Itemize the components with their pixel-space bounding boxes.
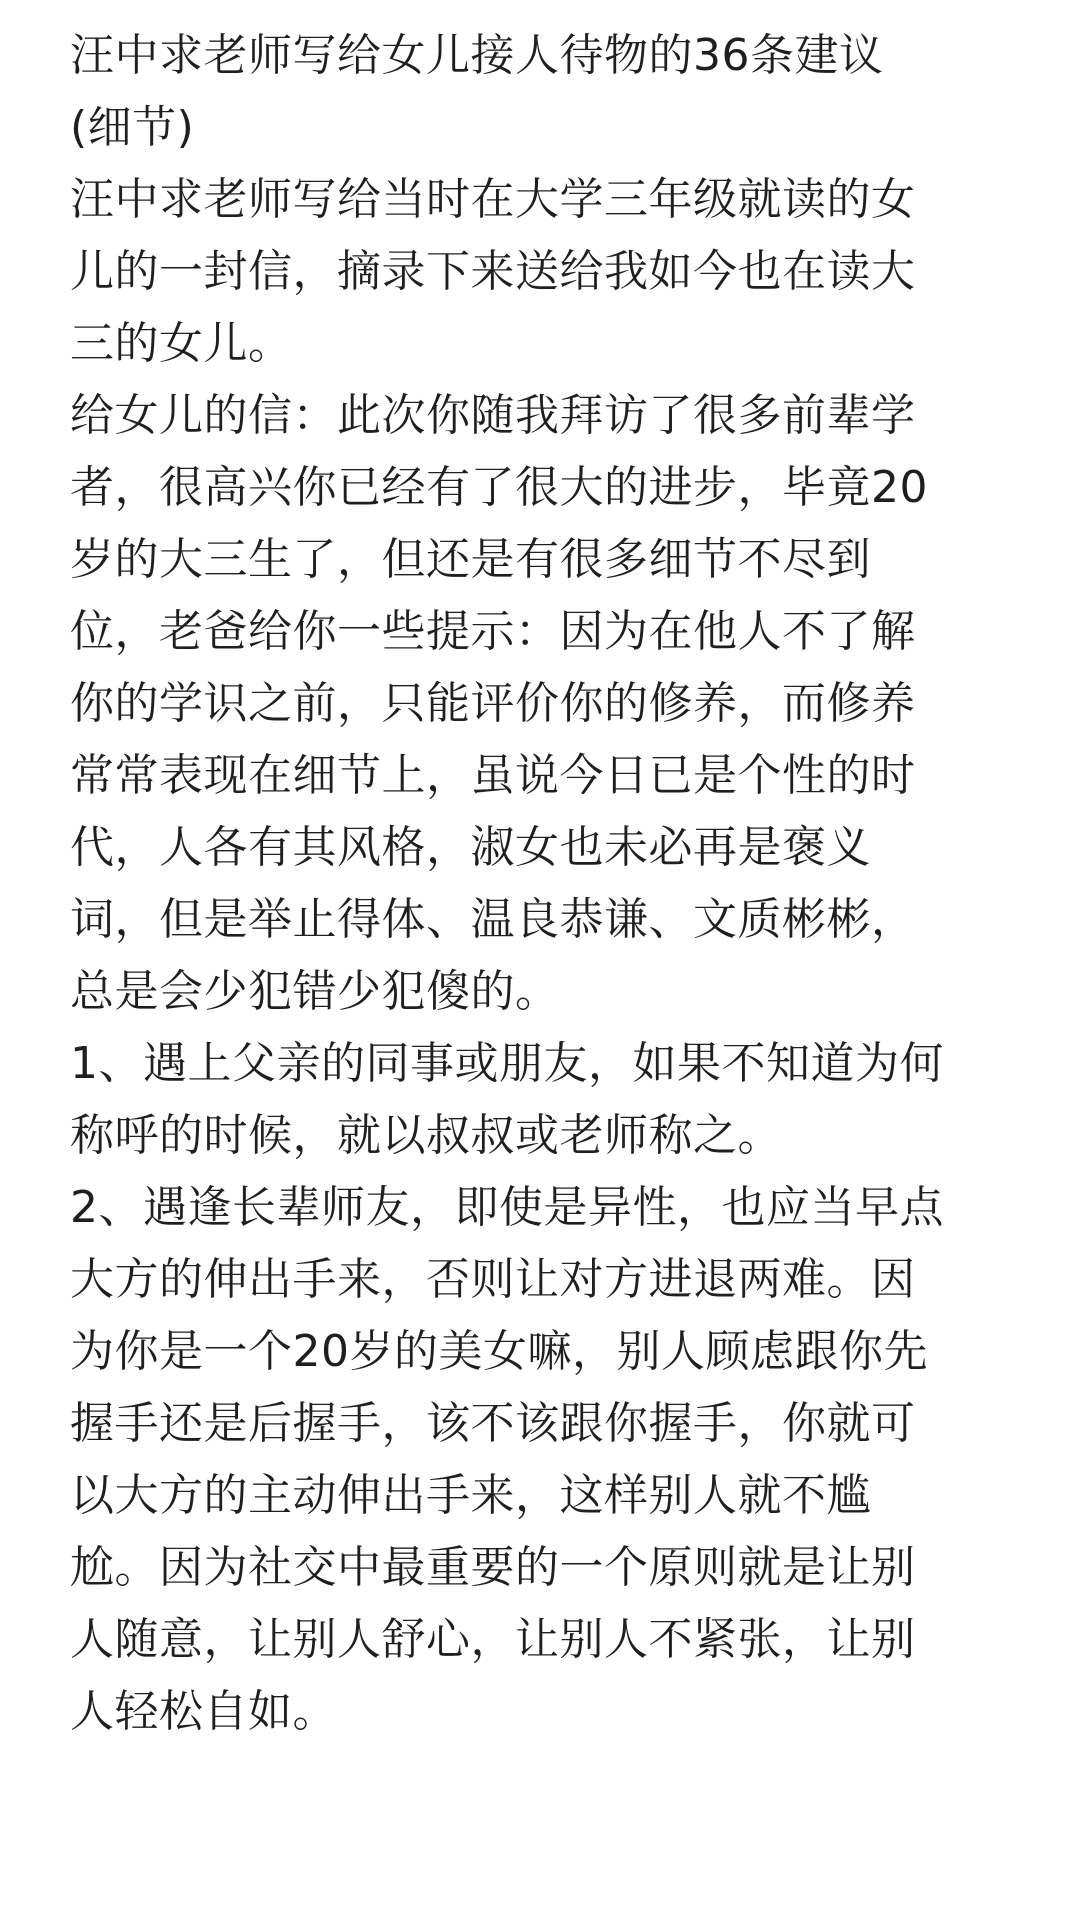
list-item-2: 2、遇逢长辈师友，即使是异性，也应当早点 大方的伸出手来，否则让对方进退两难。因 为你是一个20岁的美女嘛，别人顾虑跟你先 握手还是后握手，该不该跟你握手，你就可 以大方的主动伸出手来，这样别人就不尴 尬。因为社交中最重要的一个原则就是让别 人随意，让别人舒心，让别人不紧张，让别 人轻松自如。 xyxy=(70,1182,944,1737)
article-title: 汪中求老师写给女儿接人待物的36条建议 (细节) xyxy=(70,30,884,153)
intro-paragraph: 汪中求老师写给当时在大学三年级就读的女 儿的一封信，摘录下来送给我如今也在读大 三的女儿。 xyxy=(70,174,916,369)
letter-paragraph: 给女儿的信：此次你随我拜访了很多前辈学 者，很高兴你已经有了很大的进步，毕竟20 岁的大三生了，但还是有很多细节不尽到 位，老爸给你一些提示：因为在他人不了解 你的学识之前，只能评价你的修养，而修养 常常表现在细节上，虽说今日已是个性的时 代，人各有其风格，淑女也未必再是褒义 词，但是举止得体、温良恭谦、文质彬彬， 总是会少犯错少犯傻的。 xyxy=(70,390,928,1017)
article-body xyxy=(70,20,1020,1748)
list-item-1: 1、遇上父亲的同事或朋友，如果不知道为何 称呼的时候，就以叔叔或老师称之。 xyxy=(70,1038,944,1161)
bottom-fade xyxy=(0,1881,1080,1909)
